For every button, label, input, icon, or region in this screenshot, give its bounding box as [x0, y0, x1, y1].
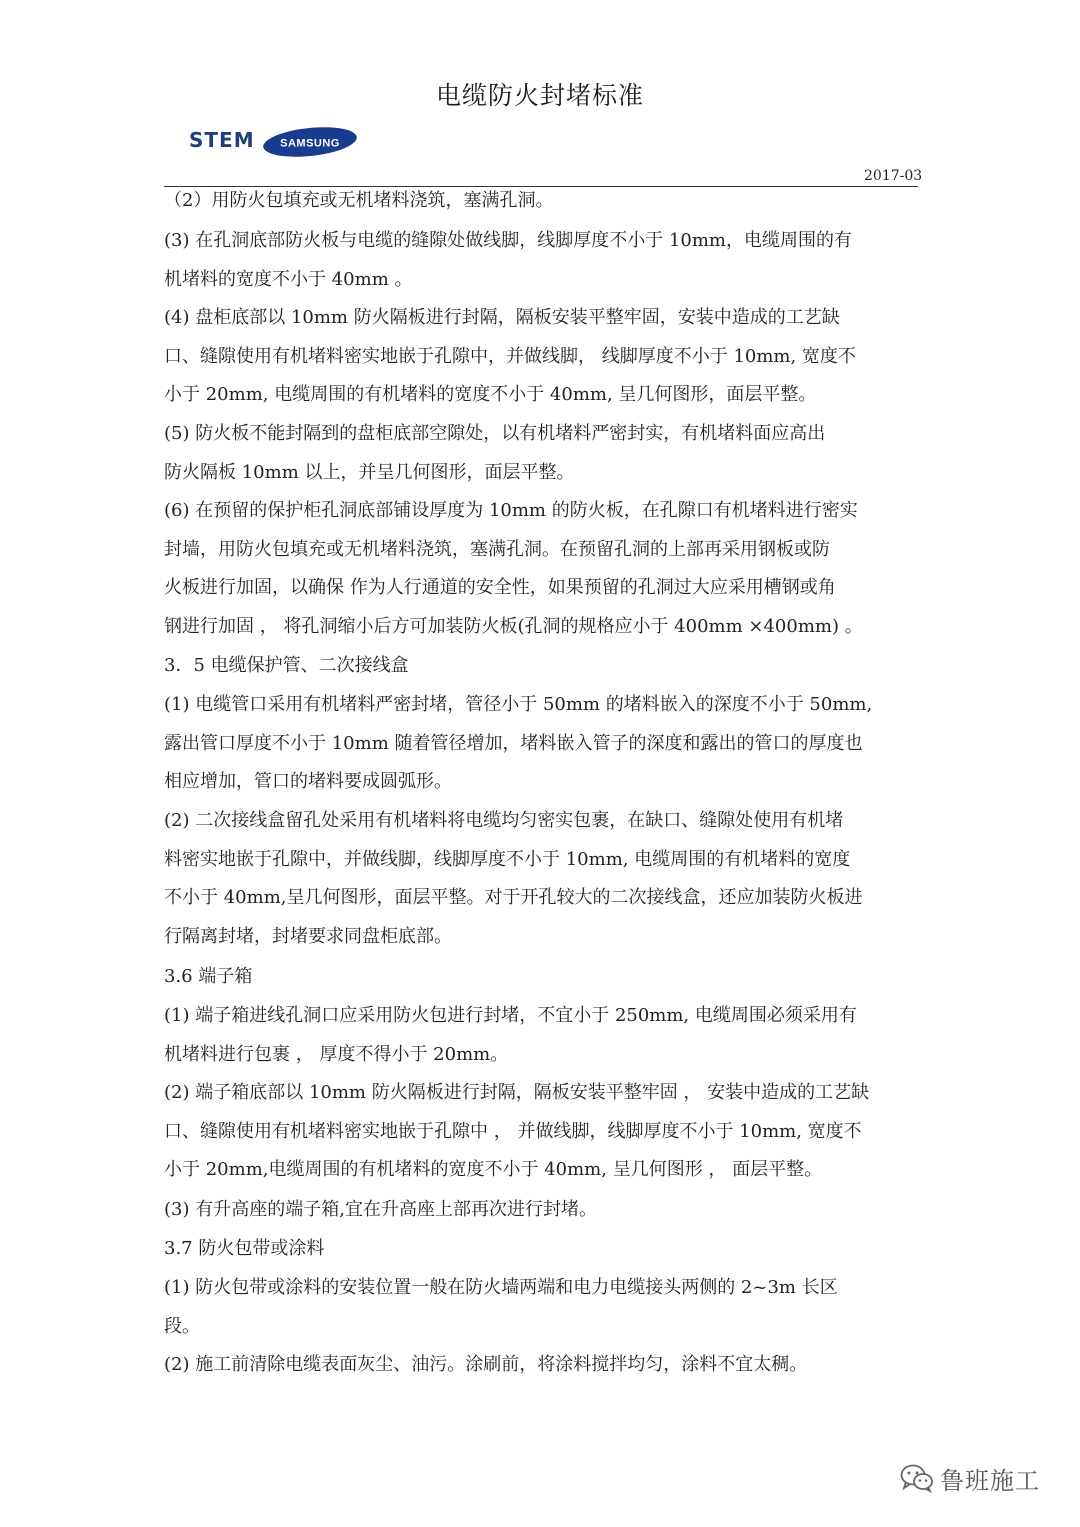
document-title: 电缆防火封堵标准: [435, 81, 644, 110]
section-heading-3-6: [164, 958, 924, 997]
text-line: (5) 防火板不能封隔到的盘柜底部空隙处，以有机堵料严密封实，有机堵料面应高出: [164, 423, 826, 444]
document-date: 2017-03: [864, 168, 923, 184]
text-line: 机堵料进行包裹 ， 厚度不得小于 20mm。: [164, 1043, 509, 1065]
paragraph-7: [164, 802, 924, 956]
text-line: 3．5 电缆保护管、二次接线盒: [164, 655, 409, 676]
text-line: (6) 在预留的保护柜孔洞底部铺设厚度为 10mm 的防火板，在孔隙口有机堵料进行密实: [164, 500, 858, 521]
text-line: 钢进行加固 ， 将孔洞缩小后方可加装防火板(孔洞的规格应小于 400mm ×400mm) 。: [164, 615, 863, 637]
text-line: (1) 端子箱进线孔洞口应采用防火包进行封堵，不宜小于 250mm, 电缆周围必须采用有: [164, 1005, 857, 1026]
text-line: (3) 有升高座的端子箱,宜在升高座上部再次进行封堵。: [164, 1199, 597, 1220]
paragraph-4: [164, 415, 924, 492]
paragraph-11: [164, 1269, 924, 1346]
text-line: 不小于 40mm,呈几何图形，面层平整。对于开孔较大的二次接线盒，还应加装防火板进: [164, 887, 863, 908]
text-line: 行隔离封堵，封堵要求同盘柜底部。: [164, 925, 452, 947]
text-line: 防火隔板 10mm 以上，并呈几何图形，面层平整。: [164, 461, 575, 483]
text-line: 机堵料的宽度不小于 40mm 。: [164, 268, 413, 290]
samsung-logo: [262, 126, 358, 158]
text-line: 露出管口厚度不小于 10mm 随着管径增加，堵料嵌入管子的深度和露出的管口的厚度也: [164, 732, 863, 754]
text-line: 料密实地嵌于孔隙中，并做线脚，线脚厚度不小于 10mm, 电缆周围的有机堵料的宽度: [164, 848, 851, 870]
text-line: 小于 20mm, 电缆周围的有机堵料的宽度不小于 40mm, 呈几何图形，面层平整。: [164, 384, 817, 405]
section-heading-3-5: [164, 647, 924, 686]
paragraph-5: [164, 492, 924, 646]
watermark: [900, 1456, 1040, 1500]
paragraph-12: [164, 1346, 924, 1385]
text-line: 火板进行加固，以确保 作为人行通道的安全性，如果预留的孔洞过大应采用槽钢或角: [164, 577, 836, 598]
paragraph-6: [164, 686, 924, 802]
text-line: (1) 防火包带或涂料的安装位置一般在防火墙两端和电力电缆接头两侧的 2~3m 长区: [164, 1277, 838, 1298]
paragraph-2: [164, 222, 924, 299]
text-line: (2) 端子箱底部以 10mm 防火隔板进行封隔，隔板安装平整牢固 ， 安装中造成的工艺缺: [164, 1082, 870, 1103]
paragraph-10: [164, 1191, 924, 1230]
paragraph-1: [164, 182, 924, 221]
paragraph-8: [164, 997, 924, 1074]
text-line: （2）用防火包填充或无机堵料浇筑，塞满孔洞。: [164, 190, 554, 211]
text-line: (3) 在孔洞底部防火板与电缆的缝隙处做线脚，线脚厚度不小于 10mm，电缆周围的有: [164, 230, 852, 251]
text-line: 口、缝隙使用有机堵料密实地嵌于孔隙中 ， 并做线脚，线脚厚度不小于 10mm, 宽度不: [164, 1120, 862, 1142]
text-line: 3.6 端子箱: [164, 966, 253, 987]
text-line: 3.7 防火包带或涂料: [164, 1238, 325, 1259]
watermark-text: 鲁班施工: [940, 1466, 1040, 1495]
text-line: 小于 20mm,电缆周围的有机堵料的宽度不小于 40mm, 呈几何图形 ， 面层平整。: [164, 1159, 823, 1180]
text-line: (2) 施工前清除电缆表面灰尘、油污。涂刷前，将涂料搅拌均匀，涂料不宜太稠。: [164, 1354, 808, 1375]
paragraph-9: [164, 1074, 924, 1190]
text-line: 相应增加，管口的堵料要成圆弧形。: [164, 771, 452, 792]
paragraph-3: [164, 299, 924, 415]
text-line: 封墙，用防火包填充或无机堵料浇筑，塞满孔洞。在预留孔洞的上部再采用钢板或防: [164, 538, 830, 560]
text-line: (2) 二次接线盒留孔处采用有机堵料将电缆均匀密实包裹，在缺口、缝隙处使用有机堵: [164, 810, 844, 831]
text-line: (1) 电缆管口采用有机堵料严密封堵，管径小于 50mm 的堵料嵌入的深度不小于 50mm,: [164, 694, 873, 715]
stem-logo: STEM: [189, 128, 255, 152]
text-line: 口、缝隙使用有机堵料密实地嵌于孔隙中，并做线脚， 线脚厚度不小于 10mm, 宽度不: [164, 345, 856, 367]
text-line: 段。: [164, 1315, 200, 1337]
samsung-logo-text: SAMSUNG: [280, 137, 340, 150]
wechat-icon: [900, 1463, 934, 1493]
section-heading-3-7: [164, 1230, 924, 1269]
text-line: (4) 盘柜底部以 10mm 防火隔板进行封隔，隔板安装平整牢固，安装中造成的工艺缺: [164, 307, 840, 328]
